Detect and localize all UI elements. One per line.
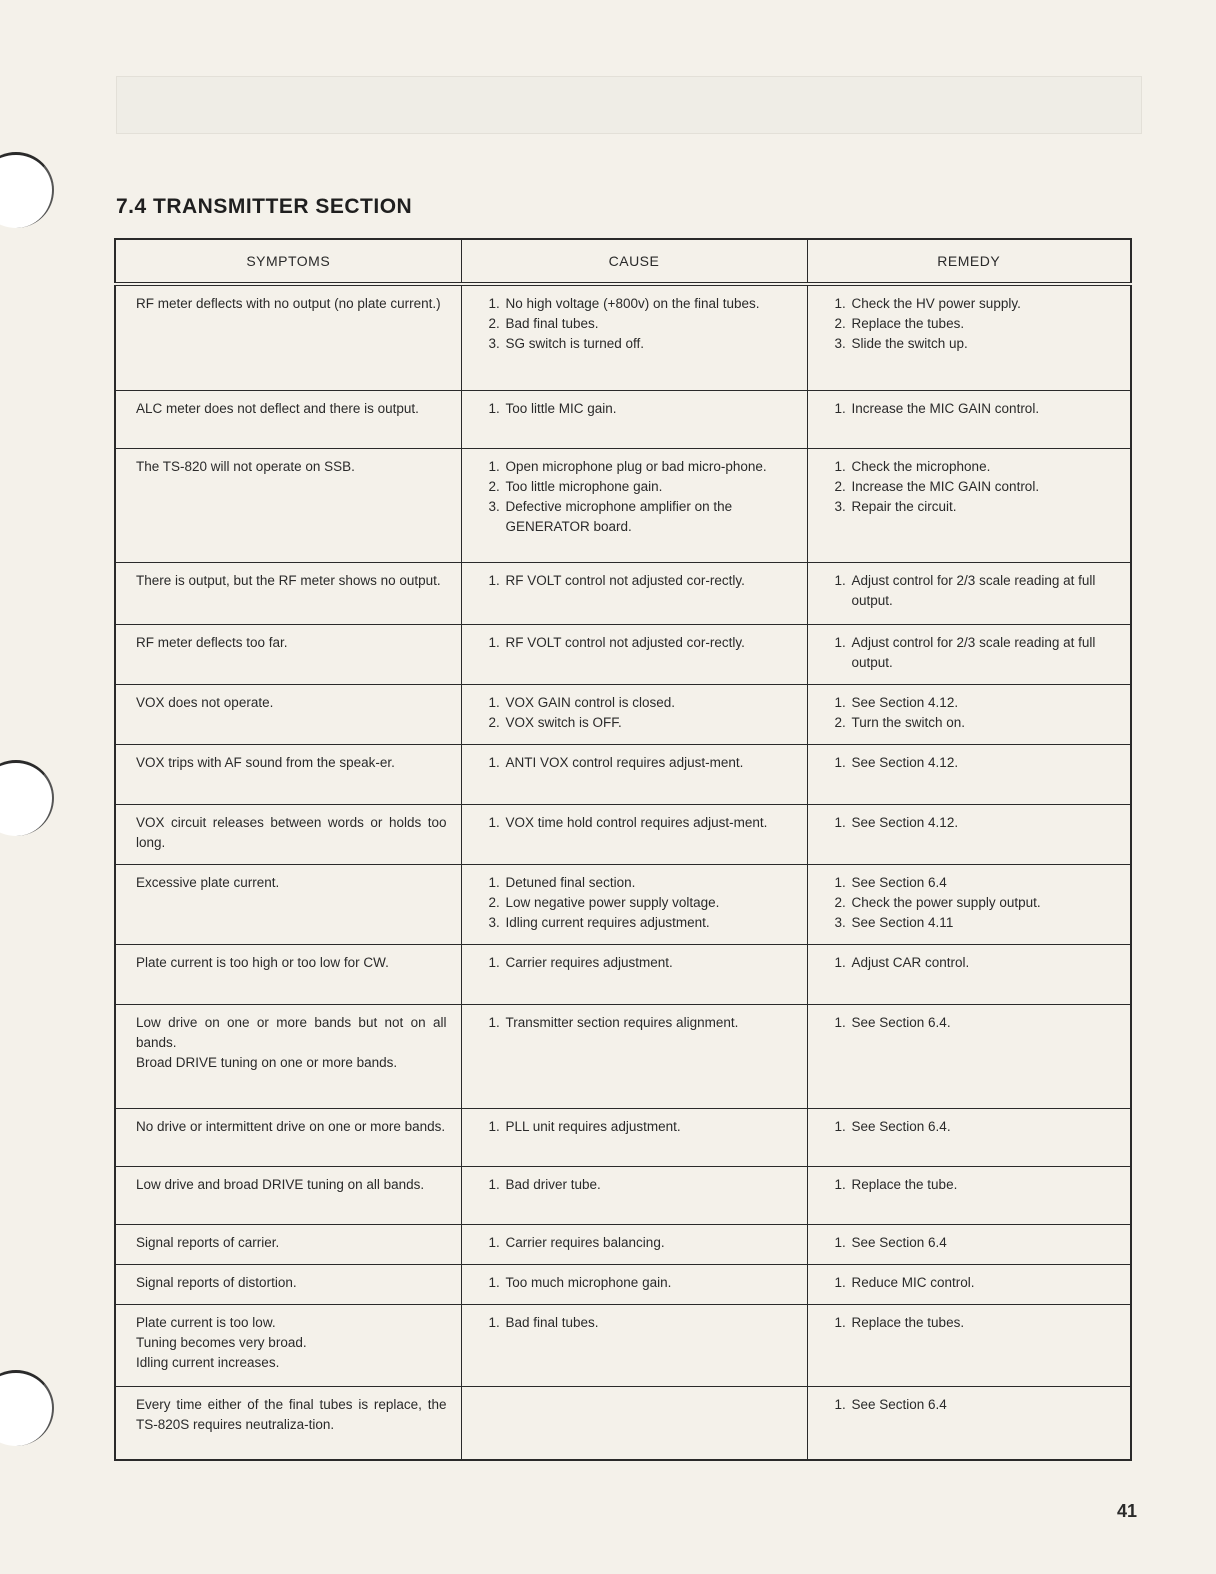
remedy-item: 2. Increase the MIC GAIN control. (850, 477, 1117, 497)
cause-item: 1. Too much microphone gain. (504, 1273, 793, 1293)
symptom-text: The TS-820 will not operate on SSB. (136, 458, 355, 474)
remedy-item: 3. Slide the switch up. (850, 334, 1117, 354)
cause-cell (461, 864, 807, 944)
symptom-text: Idling current increases. (136, 1354, 280, 1370)
symptom-cell (115, 1304, 461, 1386)
table-header-row (115, 239, 1131, 284)
cause-cell (461, 284, 807, 390)
remedy-item: 1. Replace the tubes. (850, 1313, 1117, 1333)
cause-item: 2. Too little microphone gain. (504, 477, 793, 497)
cause-item: 1. Transmitter section requires alignment. (504, 1013, 793, 1033)
symptom-text: Signal reports of distortion. (136, 1274, 297, 1290)
cause-item: 1. VOX time hold control requires adjust-ment. (504, 813, 793, 833)
cause-item: 1. RF VOLT control not adjusted cor-rectly. (504, 633, 793, 653)
cause-list (482, 294, 793, 354)
table-row (115, 744, 1131, 804)
remedy-cell (807, 804, 1131, 864)
symptom-cell (115, 944, 461, 1004)
cause-item: 1. Bad driver tube. (504, 1175, 793, 1195)
cause-cell (461, 1304, 807, 1386)
remedy-item: 1. See Section 6.4 (850, 1395, 1117, 1415)
remedy-cell (807, 1264, 1131, 1304)
cause-item: 2. Low negative power supply voltage. (504, 893, 793, 913)
remedy-list (828, 1117, 1117, 1137)
symptom-cell (115, 624, 461, 684)
section-title: 7.4 TRANSMITTER SECTION (116, 195, 413, 218)
symptom-cell (115, 448, 461, 562)
symptom-cell (115, 744, 461, 804)
symptom-text: Excessive plate current. (136, 874, 280, 890)
binder-hole-top (0, 152, 54, 228)
table-row (115, 1004, 1131, 1108)
remedy-cell (807, 562, 1131, 624)
remedy-item: 1. Reduce MIC control. (850, 1273, 1117, 1293)
remedy-item: 1. See Section 6.4. (850, 1013, 1117, 1033)
cause-item: 1. ANTI VOX control requires adjust-ment. (504, 753, 793, 773)
cause-list (482, 1273, 793, 1293)
remedy-item: 1. Adjust control for 2/3 scale reading at full output. (850, 633, 1117, 673)
cause-cell (461, 744, 807, 804)
symptom-text: There is output, but the RF meter shows no output. (136, 572, 441, 588)
table-body (115, 284, 1131, 1460)
remedy-item: 3. Repair the circuit. (850, 497, 1117, 517)
cause-list (482, 1117, 793, 1137)
remedy-list (828, 813, 1117, 833)
cause-cell (461, 390, 807, 448)
remedy-list (828, 873, 1117, 933)
table-row (115, 1108, 1131, 1166)
binder-hole-middle (0, 760, 54, 836)
cause-cell (461, 684, 807, 744)
remedy-cell (807, 284, 1131, 390)
remedy-cell (807, 944, 1131, 1004)
remedy-item: 1. Check the microphone. (850, 457, 1117, 477)
symptom-cell (115, 804, 461, 864)
cause-list (482, 457, 793, 537)
remedy-item: 1. See Section 4.12. (850, 813, 1117, 833)
symptom-text: VOX trips with AF sound from the speak-er. (136, 754, 395, 770)
cause-list (482, 753, 793, 773)
symptom-cell (115, 1386, 461, 1460)
cause-cell (461, 1264, 807, 1304)
cause-item: 1. Carrier requires balancing. (504, 1233, 793, 1253)
symptom-text: VOX circuit releases between words or holds too long. (136, 814, 447, 850)
remedy-cell (807, 1304, 1131, 1386)
table-row (115, 1304, 1131, 1386)
symptom-text: Every time either of the final tubes is replace, the TS-820S requires neutraliza-tion. (136, 1396, 447, 1432)
remedy-list (828, 953, 1117, 973)
remedy-cell (807, 864, 1131, 944)
symptom-cell (115, 864, 461, 944)
remedy-item: 2. Turn the switch on. (850, 713, 1117, 733)
cause-item: 1. PLL unit requires adjustment. (504, 1117, 793, 1137)
cause-item: 1. Carrier requires adjustment. (504, 953, 793, 973)
cause-list (482, 1233, 793, 1253)
symptom-cell (115, 390, 461, 448)
cause-item: 1. Detuned final section. (504, 873, 793, 893)
symptom-text: Low drive on one or more bands but not on all bands. (136, 1014, 447, 1050)
table-row (115, 684, 1131, 744)
remedy-list (828, 633, 1117, 673)
cause-cell (461, 1386, 807, 1460)
symptom-text: Low drive and broad DRIVE tuning on all bands. (136, 1176, 425, 1192)
symptom-cell (115, 684, 461, 744)
table-row (115, 1224, 1131, 1264)
cause-item: 1. No high voltage (+800v) on the final tubes. (504, 294, 793, 314)
table-row (115, 284, 1131, 390)
remedy-list (828, 1175, 1117, 1195)
cause-cell (461, 562, 807, 624)
symptom-text: Broad DRIVE tuning on one or more bands. (136, 1054, 398, 1070)
cause-cell (461, 1224, 807, 1264)
cause-item: 1. Bad final tubes. (504, 1313, 793, 1333)
remedy-list (828, 1395, 1117, 1415)
table-row (115, 1166, 1131, 1224)
symptom-text: No drive or intermittent drive on one or more bands. (136, 1118, 446, 1134)
remedy-cell (807, 1166, 1131, 1224)
remedy-cell (807, 684, 1131, 744)
cause-list (482, 693, 793, 733)
remedy-cell (807, 448, 1131, 562)
table-row (115, 562, 1131, 624)
symptom-text: Plate current is too high or too low for CW. (136, 954, 389, 970)
cause-list (482, 813, 793, 833)
symptom-cell (115, 1004, 461, 1108)
binder-hole-bottom (0, 1370, 54, 1446)
symptom-text: VOX does not operate. (136, 694, 274, 710)
remedy-item: 2. Replace the tubes. (850, 314, 1117, 334)
symptom-text: Tuning becomes very broad. (136, 1334, 307, 1350)
remedy-item: 1. See Section 6.4. (850, 1117, 1117, 1137)
remedy-cell (807, 1224, 1131, 1264)
table-row (115, 390, 1131, 448)
remedy-list (828, 399, 1117, 419)
remedy-item: 1. Check the HV power supply. (850, 294, 1117, 314)
cause-cell (461, 944, 807, 1004)
symptom-text: Plate current is too low. (136, 1314, 276, 1330)
cause-list (482, 633, 793, 653)
cause-cell (461, 1166, 807, 1224)
cause-cell (461, 1108, 807, 1166)
remedy-header: REMEDY (807, 239, 1131, 284)
remedy-item: 1. Increase the MIC GAIN control. (850, 399, 1117, 419)
remedy-item: 1. Adjust control for 2/3 scale reading at full output. (850, 571, 1117, 611)
page-number: 41 (1117, 1501, 1138, 1521)
cause-item: 2. Bad final tubes. (504, 314, 793, 334)
cause-list (482, 1313, 793, 1333)
cause-cell (461, 804, 807, 864)
symptom-text: Signal reports of carrier. (136, 1234, 280, 1250)
remedy-list (828, 753, 1117, 773)
remedy-list (828, 571, 1117, 611)
remedy-list (828, 1313, 1117, 1333)
cause-list (482, 399, 793, 419)
remedy-list (828, 1013, 1117, 1033)
symptom-cell (115, 1166, 461, 1224)
remedy-item: 1. Replace the tube. (850, 1175, 1117, 1195)
remedy-cell (807, 1004, 1131, 1108)
remedy-list (828, 294, 1117, 354)
remedy-cell (807, 1386, 1131, 1460)
remedy-item: 1. See Section 6.4 (850, 1233, 1117, 1253)
cause-item: 3. Idling current requires adjustment. (504, 913, 793, 933)
table-row (115, 448, 1131, 562)
table-row (115, 1264, 1131, 1304)
cause-item: 3. SG switch is turned off. (504, 334, 793, 354)
remedy-item: 1. Adjust CAR control. (850, 953, 1117, 973)
cause-list (482, 873, 793, 933)
remedy-item: 1. See Section 6.4 (850, 873, 1117, 893)
remedy-item: 2. Check the power supply output. (850, 893, 1117, 913)
cause-item: 1. VOX GAIN control is closed. (504, 693, 793, 713)
cause-list (482, 1175, 793, 1195)
table-row (115, 1386, 1131, 1460)
cause-item: 1. Too little MIC gain. (504, 399, 793, 419)
remedy-list (828, 1233, 1117, 1253)
cause-item: 1. Open microphone plug or bad micro-phone. (504, 457, 793, 477)
symptom-cell (115, 1108, 461, 1166)
remedy-cell (807, 1108, 1131, 1166)
symptom-text: RF meter deflects with no output (no plate current.) (136, 296, 441, 311)
symptom-cell (115, 1264, 461, 1304)
symptom-text: RF meter deflects too far. (136, 634, 288, 650)
cause-item: 2. VOX switch is OFF. (504, 713, 793, 733)
remedy-cell (807, 744, 1131, 804)
remedy-cell (807, 624, 1131, 684)
cause-list (482, 571, 793, 591)
remedy-item: 1. See Section 4.12. (850, 753, 1117, 773)
cause-cell (461, 1004, 807, 1108)
cause-cell (461, 624, 807, 684)
table-row (115, 944, 1131, 1004)
remedy-list (828, 457, 1117, 517)
symptom-cell (115, 562, 461, 624)
symptom-cell (115, 1224, 461, 1264)
cause-cell (461, 448, 807, 562)
bleed-through-header-box (116, 76, 1142, 134)
symptom-text: ALC meter does not deflect and there is output. (136, 400, 419, 416)
remedy-list (828, 693, 1117, 733)
table-row (115, 804, 1131, 864)
cause-list (482, 953, 793, 973)
symptom-cell (115, 284, 461, 390)
remedy-cell (807, 390, 1131, 448)
transmitter-troubleshooting-table (114, 238, 1132, 1461)
cause-header: CAUSE (461, 239, 807, 284)
remedy-item: 3. See Section 4.11 (850, 913, 1117, 933)
cause-list (482, 1013, 793, 1033)
cause-item: 3. Defective microphone amplifier on the GENERATOR board. (504, 497, 793, 537)
table-row (115, 864, 1131, 944)
table-row (115, 624, 1131, 684)
remedy-item: 1. See Section 4.12. (850, 693, 1117, 713)
symptoms-header: SYMPTOMS (115, 239, 461, 284)
cause-item: 1. RF VOLT control not adjusted cor-rectly. (504, 571, 793, 591)
remedy-list (828, 1273, 1117, 1293)
